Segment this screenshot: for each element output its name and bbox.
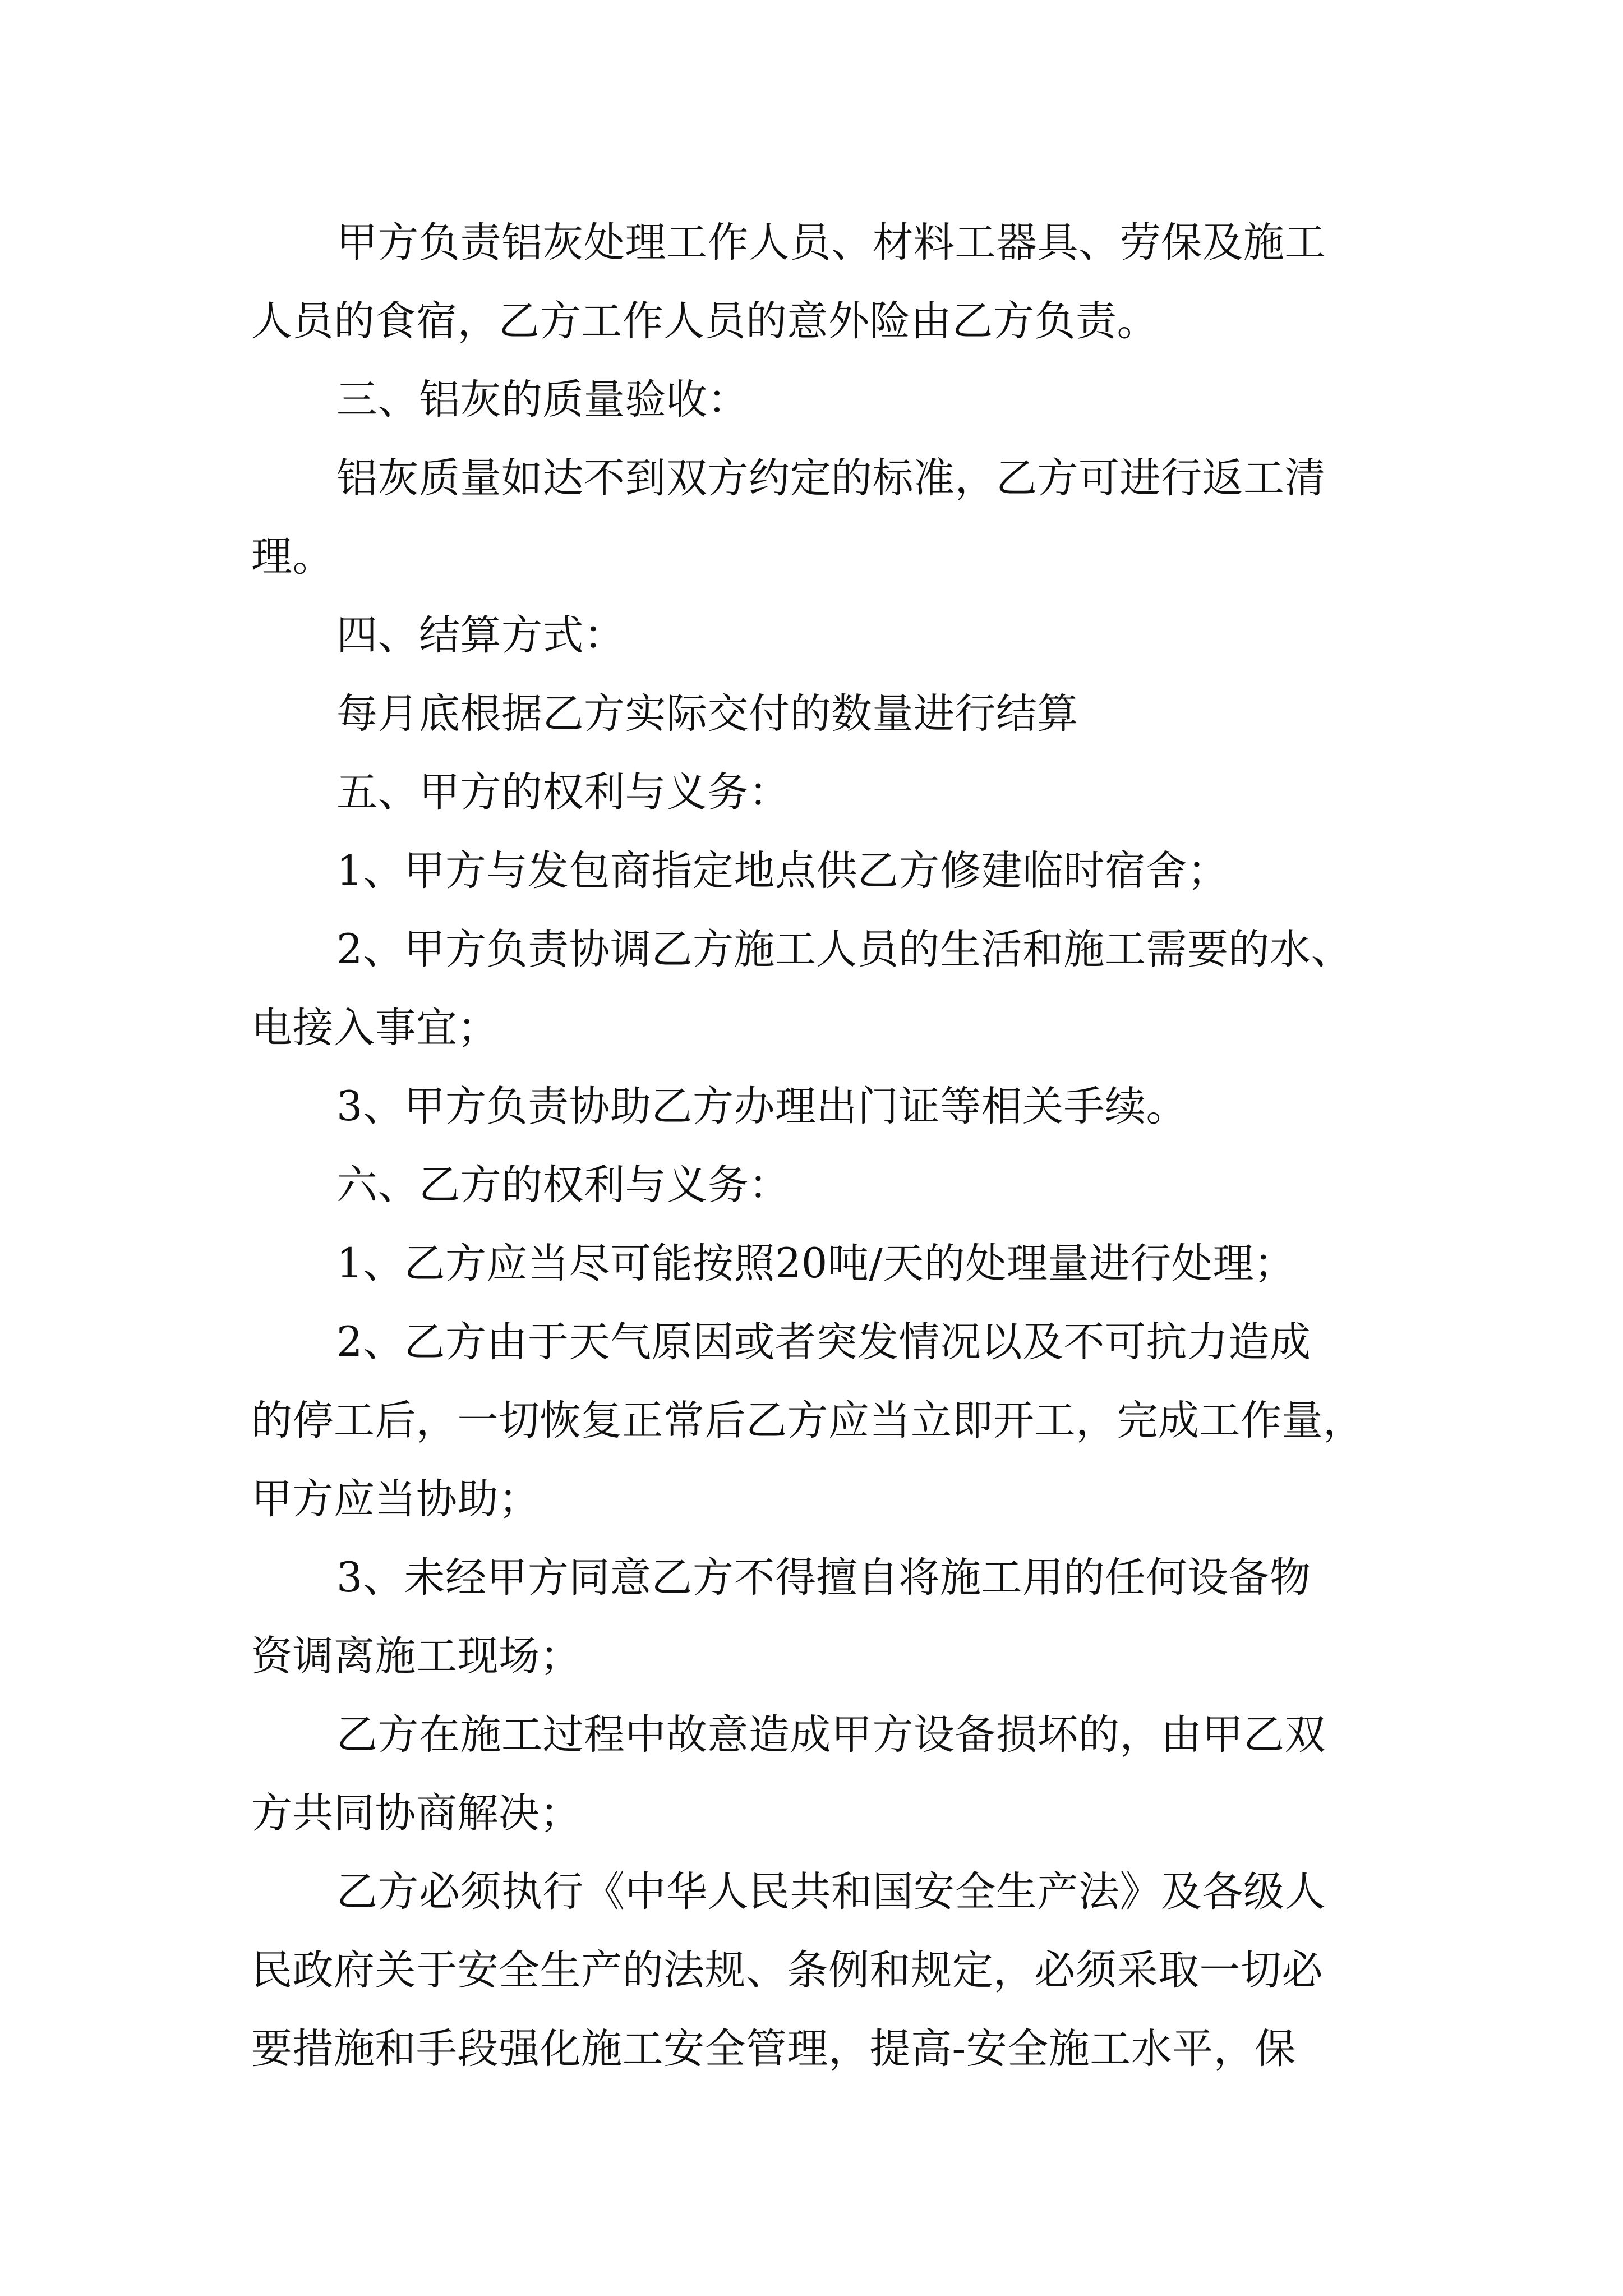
paragraph-line: 人员的食宿，乙方工作人员的意外险由乙方负责。: [251, 297, 1158, 345]
paragraph-line: 乙方在施工过程中故意造成甲方设备损坏的，由甲乙双: [336, 1711, 1326, 1759]
paragraph-line: 要措施和手段强化施工安全管理，提高-安全施工水平，保: [251, 2025, 1296, 2073]
list-item: 1、甲方与发包商指定地点供乙方修建临时宿舍；: [336, 847, 1229, 895]
paragraph-line: 理。: [251, 533, 334, 581]
section-heading: 三、铝灰的质量验收：: [336, 376, 749, 424]
paragraph-line: 的停工后，一切恢复正常后乙方应当立即开工，完成工作量，: [251, 1397, 1364, 1444]
section-heading: 四、结算方式：: [336, 611, 625, 659]
paragraph-line: 甲方应当协助；: [251, 1475, 540, 1523]
paragraph-line: 电接入事宜；: [251, 1004, 499, 1052]
paragraph-line: 民政府关于安全生产的法规、条例和规定，必须采取一切必: [251, 1947, 1323, 1994]
paragraph-line: 甲方负责铝灰处理工作人员、材料工器具、劳保及施工: [336, 219, 1326, 266]
paragraph-line: 乙方必须执行《中华人民共和国安全生产法》及各级人: [336, 1868, 1326, 1916]
paragraph-line: 资调离施工现场；: [251, 1632, 581, 1680]
list-item: 3、甲方负责协助乙方办理出门证等相关手续。: [336, 1083, 1187, 1130]
section-heading: 五、甲方的权利与义务：: [336, 769, 790, 816]
list-item: 2、乙方由于天气原因或者突发情况以及不可抗力造成: [336, 1318, 1311, 1366]
paragraph-line: 方共同协商解决；: [251, 1789, 581, 1837]
list-item: 2、甲方负责协调乙方施工人员的生活和施工需要的水、: [336, 926, 1352, 973]
paragraph-line: 铝灰质量如达不到双方约定的标准，乙方可进行返工清: [336, 454, 1326, 502]
paragraph-line: 每月底根据乙方实际交付的数量进行结算: [336, 690, 1078, 738]
list-item: 1、乙方应当尽可能按照20吨/天的处理量进行处理；: [336, 1240, 1295, 1287]
section-heading: 六、乙方的权利与义务：: [336, 1161, 790, 1209]
list-item: 3、未经甲方同意乙方不得擅自将施工用的任何设备物: [336, 1554, 1311, 1602]
